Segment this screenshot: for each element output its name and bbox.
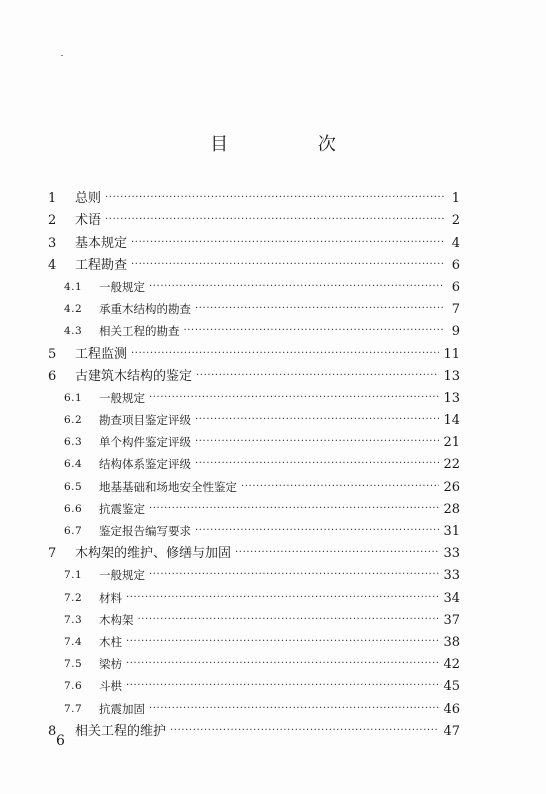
toc-dot-leader bbox=[149, 701, 439, 716]
toc-entry-page: 1 bbox=[451, 191, 460, 207]
toc-entry-label: 一般规定 bbox=[99, 390, 145, 405]
toc-entry-number: 6.2 bbox=[64, 414, 83, 427]
toc-dot-leader bbox=[196, 368, 439, 383]
toc-entry-label: 木构架的维护、修缮与加固 bbox=[75, 546, 232, 562]
toc-entry-label: 单个构件鉴定评级 bbox=[99, 435, 191, 450]
toc-dot-leader bbox=[149, 501, 439, 516]
toc-dot-leader bbox=[126, 678, 439, 693]
toc-section-entry[interactable] bbox=[48, 583, 460, 605]
toc-entry-label: 木构架 bbox=[99, 612, 134, 627]
toc-dot-leader bbox=[184, 323, 445, 338]
toc-entry-page: 2 bbox=[451, 213, 460, 229]
toc-entry-number: 6.6 bbox=[64, 502, 83, 515]
toc-entry-label: 一般规定 bbox=[99, 568, 145, 583]
toc-dot-leader bbox=[126, 590, 439, 605]
toc-entry-label: 材料 bbox=[99, 590, 122, 605]
toc-entry-number: 2 bbox=[48, 213, 57, 229]
toc-entry-page: 47 bbox=[443, 723, 460, 739]
toc-chapter-entry[interactable] bbox=[48, 184, 460, 206]
toc-entry-label: 术语 bbox=[75, 213, 102, 229]
toc-dot-leader bbox=[131, 346, 439, 361]
toc-entry-label: 工程监测 bbox=[75, 346, 128, 362]
toc-entry-label: 一般规定 bbox=[99, 279, 145, 294]
toc-entry-number: 4.1 bbox=[64, 280, 83, 293]
toc-entry-number: 7.1 bbox=[64, 569, 83, 582]
toc-dot-leader bbox=[126, 656, 439, 671]
toc-entry-number: 7 bbox=[48, 546, 57, 562]
toc-section-entry[interactable] bbox=[48, 606, 460, 628]
toc-chapter-entry[interactable] bbox=[48, 339, 460, 361]
toc-section-entry[interactable] bbox=[48, 428, 460, 450]
toc-entry-label: 木柱 bbox=[99, 634, 122, 649]
toc-entry-page: 21 bbox=[443, 435, 460, 451]
toc-dot-leader bbox=[170, 723, 439, 738]
toc-chapter-entry[interactable] bbox=[48, 228, 460, 250]
toc-entry-label: 抗震加固 bbox=[99, 701, 145, 716]
toc-dot-leader bbox=[195, 456, 439, 471]
toc-entry-label: 承重木结构的勘查 bbox=[99, 302, 191, 317]
toc-entry-page: 13 bbox=[443, 368, 460, 384]
toc-chapter-entry[interactable] bbox=[48, 206, 460, 228]
toc-section-entry[interactable] bbox=[48, 472, 460, 494]
toc-entry-number: 6.4 bbox=[64, 458, 83, 471]
toc-section-entry[interactable] bbox=[48, 517, 460, 539]
toc-dot-leader bbox=[105, 212, 444, 227]
toc-dot-leader bbox=[131, 257, 444, 272]
toc-entry-page: 4 bbox=[451, 235, 460, 251]
toc-section-entry[interactable] bbox=[48, 450, 460, 472]
toc-entry-page: 37 bbox=[443, 612, 460, 628]
toc-entry-page: 33 bbox=[443, 568, 460, 584]
toc-entry-label: 工程勘查 bbox=[75, 257, 128, 273]
toc-entry-label: 古建筑木结构的鉴定 bbox=[75, 368, 193, 384]
toc-entry-label: 相关工程的勘查 bbox=[99, 324, 180, 339]
toc-entry-number: 6.7 bbox=[64, 525, 83, 537]
page-folio: 6 bbox=[56, 733, 65, 749]
toc-entry-label: 斗栱 bbox=[99, 679, 122, 694]
toc-section-entry[interactable] bbox=[48, 317, 460, 339]
toc-dot-leader bbox=[195, 412, 439, 427]
toc-entry-page: 33 bbox=[443, 546, 460, 562]
table-of-contents bbox=[48, 184, 460, 739]
toc-entry-page: 6 bbox=[451, 279, 460, 295]
toc-entry-number: 6.3 bbox=[64, 436, 83, 449]
toc-entry-label: 相关工程的维护 bbox=[75, 723, 167, 739]
toc-section-entry[interactable] bbox=[48, 273, 460, 295]
toc-dot-leader bbox=[195, 523, 439, 538]
toc-entry-page: 31 bbox=[443, 524, 460, 539]
toc-entry-number: 6.1 bbox=[64, 391, 83, 404]
toc-section-entry[interactable] bbox=[48, 406, 460, 428]
toc-section-entry[interactable] bbox=[48, 672, 460, 694]
toc-entry-number: 7.4 bbox=[64, 635, 83, 648]
toc-entry-label: 结构体系鉴定评级 bbox=[99, 457, 191, 472]
toc-entry-number: 4.3 bbox=[64, 325, 83, 338]
toc-entry-label: 地基基础和场地安全性鉴定 bbox=[99, 479, 237, 494]
toc-section-entry[interactable] bbox=[48, 694, 460, 716]
toc-entry-page: 45 bbox=[443, 679, 460, 695]
toc-entry-label: 总则 bbox=[75, 191, 102, 207]
toc-dot-leader bbox=[195, 301, 444, 316]
toc-entry-number: 7.3 bbox=[64, 613, 83, 626]
toc-entry-number: 7.2 bbox=[64, 591, 83, 604]
toc-entry-number: 4.2 bbox=[64, 303, 83, 316]
toc-chapter-entry[interactable] bbox=[48, 539, 460, 561]
toc-dot-leader bbox=[235, 545, 439, 560]
toc-entry-page: 14 bbox=[443, 413, 460, 429]
toc-dot-leader bbox=[138, 612, 440, 627]
toc-entry-number: 4 bbox=[48, 257, 57, 273]
toc-chapter-entry[interactable] bbox=[48, 717, 460, 739]
toc-section-entry[interactable] bbox=[48, 495, 460, 517]
toc-entry-page: 38 bbox=[443, 634, 460, 650]
toc-entry-number: 6 bbox=[48, 368, 57, 384]
toc-entry-label: 梁枋 bbox=[99, 657, 122, 672]
toc-dot-leader bbox=[105, 190, 444, 205]
toc-entry-page: 6 bbox=[451, 257, 460, 273]
toc-dot-leader bbox=[149, 567, 439, 582]
toc-entry-number: 7.7 bbox=[64, 702, 83, 715]
toc-entry-page: 7 bbox=[451, 302, 460, 318]
toc-entry-number: 7.6 bbox=[64, 680, 83, 693]
toc-entry-page: 34 bbox=[443, 590, 460, 606]
toc-entry-page: 9 bbox=[451, 324, 460, 340]
toc-entry-label: 抗震鉴定 bbox=[99, 501, 145, 516]
toc-dot-leader bbox=[241, 479, 439, 494]
toc-entry-page: 46 bbox=[443, 701, 460, 717]
toc-entry-label: 基本规定 bbox=[75, 235, 128, 251]
toc-dot-leader bbox=[131, 235, 444, 250]
toc-dot-leader bbox=[195, 434, 439, 449]
toc-section-entry[interactable] bbox=[48, 384, 460, 406]
toc-entry-label: 勘查项目鉴定评级 bbox=[99, 413, 191, 428]
toc-entry-page: 22 bbox=[443, 457, 460, 473]
toc-entry-page: 13 bbox=[443, 390, 460, 406]
toc-entry-number: 5 bbox=[48, 346, 57, 362]
toc-dot-leader bbox=[149, 390, 439, 405]
toc-entry-page: 11 bbox=[443, 346, 460, 362]
toc-entry-page: 42 bbox=[443, 657, 460, 673]
toc-entry-number: 8 bbox=[48, 723, 57, 739]
toc-entry-label: 鉴定报告编写要求 bbox=[99, 524, 191, 538]
toc-entry-number: 1 bbox=[48, 191, 57, 207]
toc-entry-page: 28 bbox=[443, 501, 460, 517]
toc-dot-leader bbox=[126, 634, 439, 649]
toc-section-entry[interactable] bbox=[48, 650, 460, 672]
toc-chapter-entry[interactable] bbox=[48, 251, 460, 273]
toc-section-entry[interactable] bbox=[48, 561, 460, 583]
toc-dot-leader bbox=[149, 279, 444, 294]
toc-section-entry[interactable] bbox=[48, 628, 460, 650]
scan-speck bbox=[61, 55, 63, 56]
toc-entry-number: 3 bbox=[48, 235, 57, 251]
toc-entry-number: 7.5 bbox=[64, 658, 83, 671]
toc-section-entry[interactable] bbox=[48, 295, 460, 317]
toc-chapter-entry[interactable] bbox=[48, 362, 460, 384]
toc-title: 目 次 bbox=[210, 134, 378, 155]
toc-entry-page: 26 bbox=[443, 479, 460, 495]
toc-entry-number: 6.5 bbox=[64, 480, 83, 493]
